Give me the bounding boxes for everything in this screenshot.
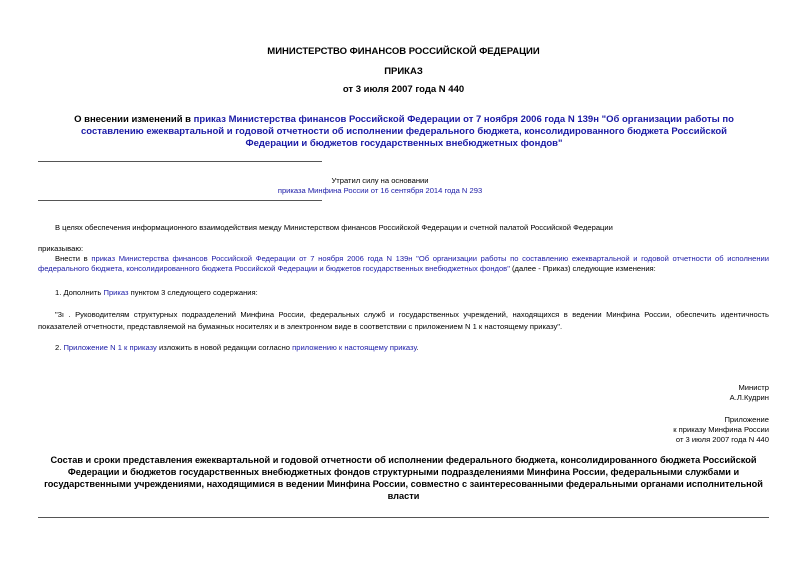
appendix-ref-line2: к приказу Минфина России: [673, 425, 769, 434]
status-line: Утратил силу на основании: [331, 176, 429, 185]
amendment-prefix: Внести в: [55, 254, 92, 263]
item-2-suffix: .: [416, 343, 419, 352]
quoted-clause: "3ı . Руководителям структурных подразделений Минфина России, федеральных служб и государственных учреждений, находящихся в ведении Минфина России, обеспечить идентичность показателей отчетности, представляемой на бумажных носителях и в электронном виде в соответствии с приложением N 1 к настоящему приказу".: [38, 310, 769, 331]
divider-status: [38, 200, 322, 201]
appendix-ref-line3: от 3 июля 2007 года N 440: [675, 435, 769, 444]
doc-type-heading: ПРИКАЗ: [384, 66, 423, 77]
signature-position: Министр: [738, 383, 769, 392]
item-2-prefix: 2.: [55, 343, 64, 352]
amendment-link[interactable]: приказ Министерства финансов Российской Федерации от 7 ноября 2006 года N 139н "Об организации работы по составлению ежеквартальной и годовой отчетности об исполнении федерального бюджета, консолидированного бюджета Российской Федерации и бюджетов государственных внебюджетных фондов": [38, 254, 769, 273]
divider-top: [38, 161, 322, 162]
order-word: приказываю:: [38, 244, 84, 253]
title-prefix: О внесении изменений в: [74, 114, 194, 125]
item-1: [55, 288, 755, 298]
item-1-link[interactable]: Приказ: [103, 288, 129, 297]
item-2: [55, 343, 755, 353]
doc-date-number: от 3 июля 2007 года N 440: [342, 84, 465, 95]
ministry-heading: МИНИСТЕРСТВО ФИНАНСОВ РОССИЙСКОЙ ФЕДЕРАЦИИ: [267, 46, 540, 57]
item-1-prefix: 1. Дополнить: [55, 288, 104, 297]
appendix-title: Состав и сроки представления ежеквартальной и годовой отчетности об исполнении федерального бюджета, консолидированного бюджета Российской Федерации и бюджетов государственных внебюджетных фондов структурными подразделениями Минфина России, федеральными службами и государственными учреждениями, находящимися в ведении Минфина России, совместно с заинтересованными федеральными органами исполнительной власти: [44, 455, 763, 501]
preamble-paragraph: В целях обеспечения информационного взаимодействия между Министерством финансов Российской Федерации и счетной палатой Российской Федерации: [55, 223, 613, 232]
status-link[interactable]: приказа Минфина России от 16 сентября 2014 года N 293: [277, 186, 483, 195]
amendment-suffix: (далее - Приказ) следующие изменения:: [509, 264, 656, 273]
item-1-suffix: пунктом 3 следующего содержания:: [128, 288, 258, 297]
item-2-link-appendix[interactable]: Приложение N 1 к приказу: [63, 343, 157, 352]
appendix-ref-line1: Приложение: [724, 415, 769, 424]
item-2-link-order-appendix[interactable]: приложению к настоящему приказу: [292, 343, 417, 352]
divider-bottom: [38, 517, 769, 518]
document-title: [66, 114, 742, 150]
amendment-paragraph: [38, 254, 769, 274]
title-link[interactable]: приказ Министерства финансов Российской Федерации от 7 ноября 2006 года N 139н "Об организации работы по составлению ежеквартальной и годовой отчетности об исполнении федерального бюджета, консолидированного бюджета Российской Федерации и бюджетов государственных внебюджетных фондов": [81, 114, 734, 149]
signature-name: А.Л.Кудрин: [729, 393, 769, 402]
item-2-mid: изложить в новой редакции согласно: [156, 343, 293, 352]
